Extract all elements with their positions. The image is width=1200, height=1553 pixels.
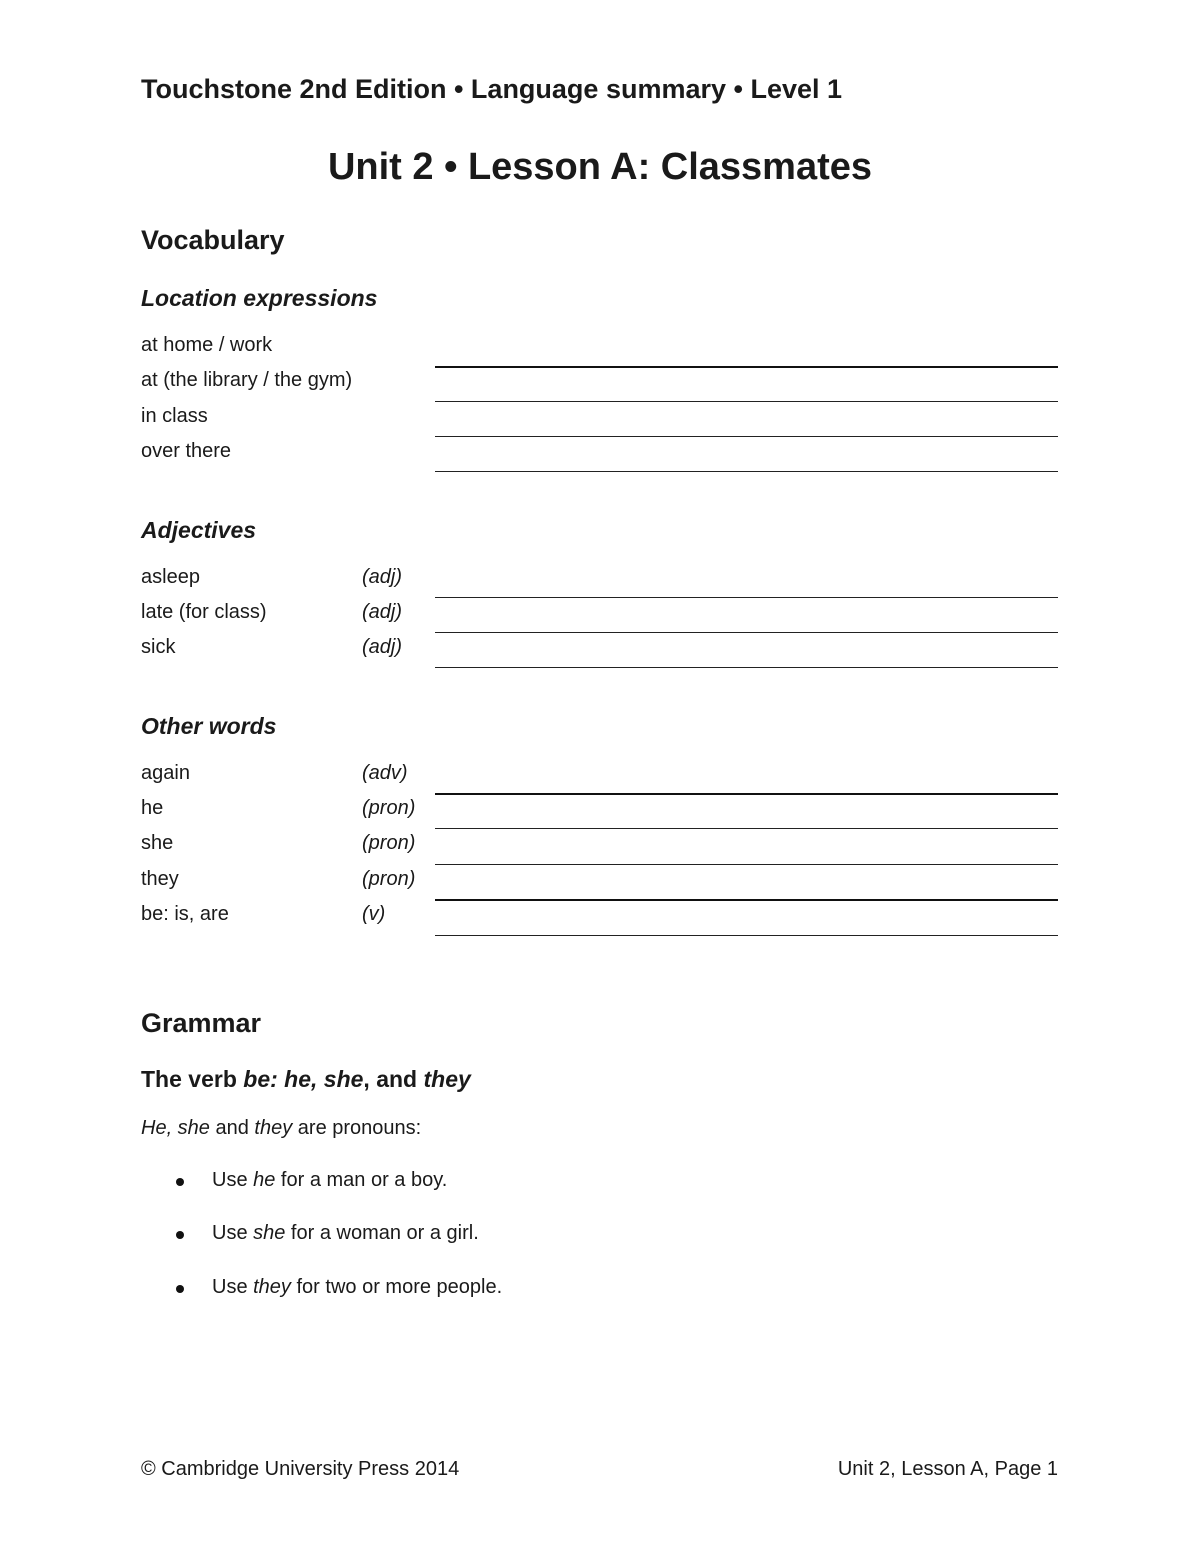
answer-line [435,935,1058,936]
vocab-item: late (for class) [141,601,267,623]
grammar-intro: He, she and they are pronouns: [141,1117,422,1139]
bullet-icon [176,1231,184,1239]
list-item: Use they for two or more people. [212,1276,503,1298]
answer-line [435,366,1058,368]
location-expressions-heading: Location expressions [141,285,378,311]
bullet-icon [176,1178,184,1186]
bullet-icon [176,1285,184,1293]
vocab-item: again [141,762,190,784]
footer-page-info: Unit 2, Lesson A, Page 1 [837,1458,1058,1480]
vocab-item: at home / work [141,334,273,356]
answer-line [435,828,1058,829]
answer-line [435,401,1058,402]
vocabulary-heading: Vocabulary [141,225,285,255]
answer-line [435,632,1058,633]
grammar-heading: Grammar [141,1008,262,1038]
vocab-item: over there [141,440,232,462]
vocab-item: sick [141,636,176,658]
footer-copyright: © Cambridge University Press 2014 [141,1458,460,1480]
page-title: Unit 2 • Lesson A: Classmates [327,146,873,188]
adjectives-heading: Adjectives [141,517,257,543]
part-of-speech: (pron) [362,868,416,890]
part-of-speech: (adj) [362,636,403,658]
answer-line [435,597,1058,598]
vocab-item: in class [141,405,208,427]
part-of-speech: (adv) [362,762,408,784]
part-of-speech: (adj) [362,601,403,623]
answer-line [435,864,1058,865]
answer-line [435,793,1058,795]
answer-line [435,899,1058,901]
vocab-item: at (the library / the gym) [141,369,353,391]
vocab-item: be: is, are [141,903,229,925]
other-words-heading: Other words [141,713,277,739]
list-item: Use he for a man or a boy. [212,1169,448,1191]
vocab-item: they [141,868,179,890]
vocab-item: she [141,832,174,854]
document-header: Touchstone 2nd Edition • Language summary • Level 1 [141,74,843,104]
grammar-subheading: The verb be: he, she, and they [141,1066,471,1092]
part-of-speech: (pron) [362,832,416,854]
answer-line [435,667,1058,668]
part-of-speech: (pron) [362,797,416,819]
part-of-speech: (adj) [362,566,403,588]
answer-line [435,471,1058,472]
answer-line [435,436,1058,437]
list-item: Use she for a woman or a girl. [212,1222,479,1244]
vocab-item: asleep [141,566,200,588]
part-of-speech: (v) [362,903,386,925]
vocab-item: he [141,797,164,819]
